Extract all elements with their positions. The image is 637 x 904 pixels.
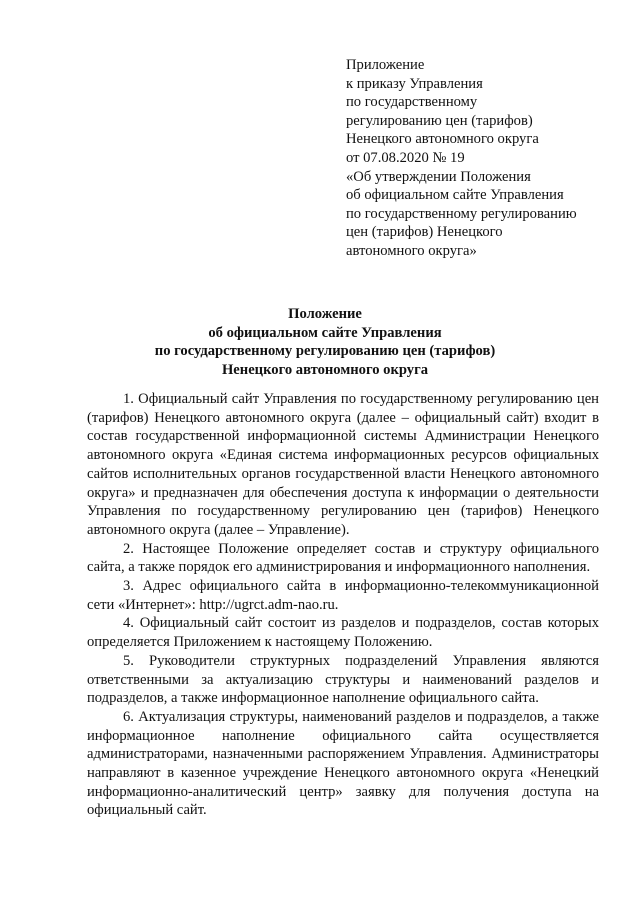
paragraph-5: 5. Руководители структурных подразделений Управления являются ответственными за актуализацию структуры и наименований разделов и подразделов, а также информационное наполнение официального сайта.: [87, 652, 599, 707]
document-body: [87, 390, 599, 820]
appendix-line: регулированию цен (тарифов): [346, 112, 533, 129]
paragraph-3: 3. Адрес официального сайта в информационно-телекоммуникационной сети «Интернет»: http://ugrct.adm-nao.ru.: [87, 578, 599, 613]
paragraph-6: 6. Актуализация структуры, наименований разделов и подразделов, а также информационное наполнение официального сайта осуществляется администраторами, назначенными распоряжением Управления. Администраторы направляют в казенное учреждение Ненецкого автономного округа «Ненецкий информационно-аналитический центр» заявку для получения доступа на официальный сайт.: [87, 708, 599, 819]
appendix-line: к приказу Управления: [346, 75, 483, 92]
appendix-header: [346, 56, 606, 261]
paragraph-1: 1. Официальный сайт Управления по государственному регулированию цен (тарифов) Ненецкого автономного округа (далее – официальный сайт) входит в состав государственной информационной системы Администрации Ненецкого автономного округа «Единая система информационных ресурсов официальных сайтов исполнительных органов государственной власти Ненецкого автономного округа» и предназначен для обеспечения доступа к информации о деятельности Управления по государственному регулированию цен (тарифов) Ненецкого автономного округа (далее – Управление).: [87, 391, 599, 538]
title-line: Положение: [288, 306, 362, 322]
appendix-line: об официальном сайте Управления: [346, 187, 564, 204]
appendix-line: Ненецкого автономного округа: [346, 131, 539, 148]
title-line: Ненецкого автономного округа: [221, 362, 429, 379]
title-line: об официальном сайте Управления: [208, 324, 442, 341]
paragraph-2: 2. Настоящее Положение определяет состав и структуру официального сайта, а также порядок его администрирования и информационного наполнения.: [87, 540, 599, 576]
appendix-line: по государственному: [346, 94, 478, 111]
appendix-line: автономного округа»: [346, 242, 477, 259]
title-line: по государственному регулированию цен (тарифов): [154, 343, 496, 360]
appendix-line: цен (тарифов) Ненецкого: [346, 224, 503, 241]
document-title: [70, 305, 580, 380]
paragraph-4: 4. Официальный сайт состоит из разделов и подразделов, состав которых определяется Приложением к настоящему Положению.: [87, 615, 599, 651]
appendix-line: от 07.08.2020 № 19: [346, 149, 465, 166]
appendix-line: по государственному регулированию: [346, 205, 577, 222]
appendix-line: Приложение: [346, 57, 425, 73]
appendix-line: «Об утверждении Положения: [346, 168, 531, 185]
